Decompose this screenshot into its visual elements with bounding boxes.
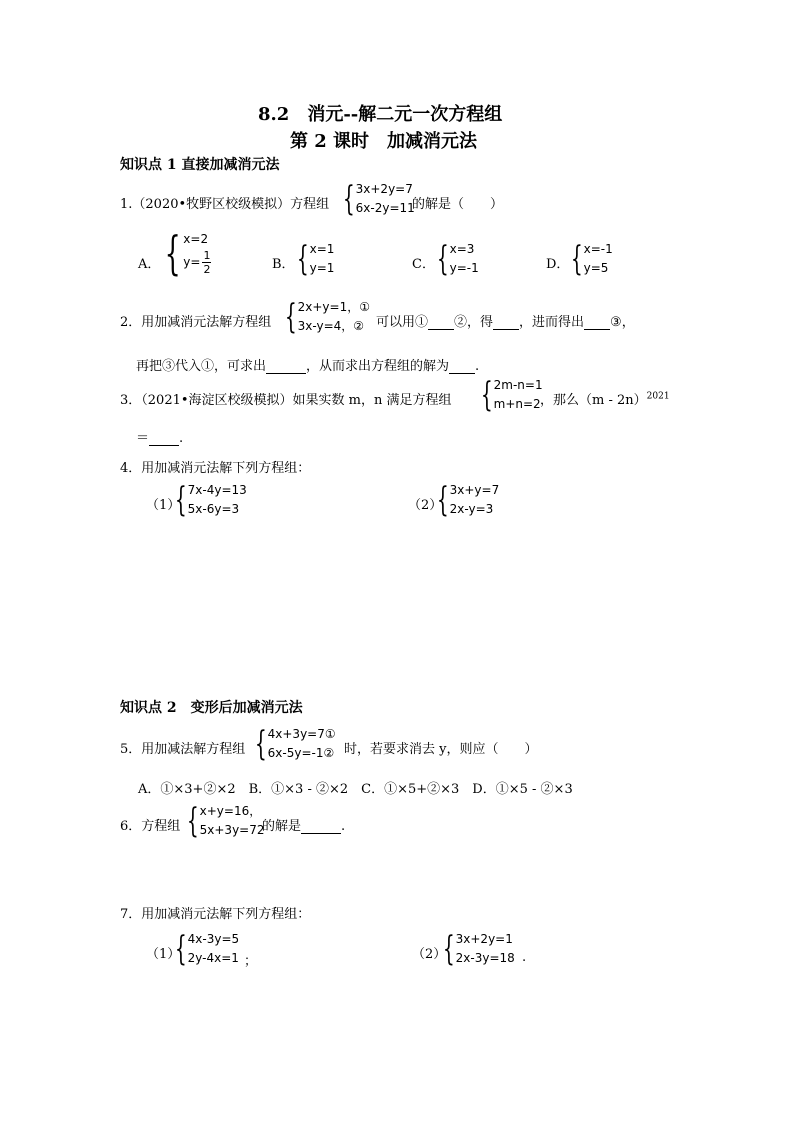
answer-blank[interactable] — [266, 360, 306, 374]
brace-icon: { — [254, 724, 267, 764]
q2-line2: 再把③代入①，可求出 ，从而求出方程组的解为 . — [136, 359, 480, 374]
q4-part1-label: （1） — [146, 498, 181, 513]
q6-suffix: 的解是 . — [262, 819, 346, 834]
q3-prefix: 3．（2021•海淀区校级模拟）如果实数 m，n 满足方程组 — [120, 393, 452, 408]
brace-icon: { — [480, 375, 493, 415]
q3-system — [476, 376, 543, 414]
q7-part2-eq2: 2x-3y=18 — [455, 951, 515, 965]
q1-option-a — [158, 226, 211, 280]
q1-prefix: 1.（2020•牧野区校级模拟）方程组 — [120, 197, 330, 212]
q7-part1-system — [170, 930, 239, 968]
q4-part2-system — [432, 481, 499, 519]
answer-blank[interactable] — [428, 316, 454, 330]
q4-part2-eq1: 3x+y=7 — [449, 483, 500, 497]
q7-part1-eq1: 4x-3y=5 — [187, 932, 240, 946]
answer-blank[interactable] — [449, 360, 475, 374]
q1-system — [338, 180, 415, 218]
brace-icon: { — [164, 226, 181, 280]
q5-eq1: 4x+3y=7① — [267, 727, 336, 741]
q3-line2: ＝ . — [136, 431, 184, 446]
q3-eq1: 2m-n=1 — [493, 378, 543, 392]
q1-option-b-eq1: x=1 — [309, 242, 335, 256]
q4-part2-label: （2） — [408, 498, 443, 513]
q1-option-c-eq1: x=3 — [449, 242, 475, 256]
q4-part1-eq1: 7x-4y=13 — [187, 483, 247, 497]
answer-blank[interactable] — [301, 820, 341, 834]
q1-option-a-eq1: x=2 — [183, 232, 209, 246]
q6-system — [182, 802, 265, 840]
q1-suffix: 的解是（ ） — [412, 197, 504, 212]
q4-prefix: 4．用加减消元法解下列方程组： — [120, 461, 311, 476]
title-line1: 8.2 消元--解二元一次方程组 — [258, 104, 503, 125]
q2-eq1: 2x+y=1，① — [297, 300, 370, 314]
q1-option-c-eq2: y=-1 — [449, 261, 479, 275]
q7-part2-system — [438, 930, 515, 968]
q4-part2-eq2: 2x-y=3 — [449, 502, 494, 516]
q1-option-d-label: D． — [546, 257, 570, 272]
q1-option-b-eq2: y=1 — [309, 261, 335, 275]
brace-icon: { — [436, 480, 449, 520]
q2-system — [280, 298, 370, 336]
brace-icon: { — [442, 929, 455, 969]
q1-option-a-eq2: y= $\frac{1}{2}$ — [183, 249, 211, 276]
q1-option-d-eq1: x=-1 — [583, 242, 613, 256]
brace-icon: { — [174, 480, 187, 520]
q3-suffix: ，那么（m - 2n）$^{2021}$ — [540, 391, 670, 408]
brace-icon: { — [284, 297, 297, 337]
q2-eq2: 3x-y=4，② — [297, 319, 365, 333]
brace-icon: { — [186, 801, 199, 841]
q5-eq2: 6x-5y=-1② — [267, 746, 335, 760]
q1-option-c — [432, 240, 479, 278]
brace-icon: { — [436, 239, 449, 279]
q7-prefix: 7．用加减消元法解下列方程组： — [120, 907, 311, 922]
fraction: $\frac{1}{2}$ — [203, 249, 211, 276]
answer-blank[interactable] — [584, 316, 610, 330]
q4-part1-system — [170, 481, 247, 519]
title-line2: 第 2 课时 加减消元法 — [290, 131, 478, 152]
q1-eq1: 3x+2y=7 — [355, 182, 413, 196]
answer-blank[interactable] — [149, 432, 179, 446]
q5-system — [250, 725, 336, 763]
q5-options: A．①×3+②×2 B．①×3 - ②×2 C．①×5+②×3 D．①×5 - ②×3 — [138, 782, 573, 797]
q6-prefix: 6．方程组 — [120, 819, 181, 834]
section-heading-1: 知识点 1 直接加减消元法 — [120, 157, 280, 173]
q3-exponent: 2021 — [646, 391, 670, 402]
q1-eq2: 6x-2y=11 — [355, 201, 415, 215]
brace-icon: { — [570, 239, 583, 279]
q1-option-d-eq2: y=5 — [583, 261, 609, 275]
q3-eq2: m+n=2 — [493, 397, 541, 411]
q5-suffix: 时，若要求消去 y，则应（ ） — [344, 742, 538, 757]
brace-icon: { — [296, 239, 309, 279]
q7-part1-eq2: 2y-4x=1 — [187, 951, 239, 965]
q5-prefix: 5．用加减法解方程组 — [120, 742, 246, 757]
section-heading-2: 知识点 2 变形后加减消元法 — [120, 700, 303, 716]
answer-blank[interactable] — [493, 316, 519, 330]
q6-eq2: 5x+3y=72 — [199, 823, 265, 837]
q2-line1-rest: 可以用① ②，得 ，进而得出 ③， — [376, 315, 635, 330]
q7-part1-end: ； — [244, 954, 258, 969]
q1-option-a-label: A． — [138, 257, 161, 272]
brace-icon: { — [174, 929, 187, 969]
q2-prefix: 2．用加减消元法解方程组 — [120, 315, 272, 330]
brace-icon: { — [342, 179, 355, 219]
q7-part1-label: （1） — [146, 947, 181, 962]
q7-part2-eq1: 3x+2y=1 — [455, 932, 513, 946]
q6-eq1: x+y=16， — [199, 804, 262, 818]
q1-option-c-label: C． — [412, 257, 435, 272]
q1-option-b-label: B． — [272, 257, 295, 272]
q7-part2-end: . — [522, 950, 527, 965]
q7-part2-label: （2） — [412, 947, 447, 962]
q4-part1-eq2: 5x-6y=3 — [187, 502, 240, 516]
q1-option-d — [566, 240, 613, 278]
q1-option-b — [292, 240, 334, 278]
